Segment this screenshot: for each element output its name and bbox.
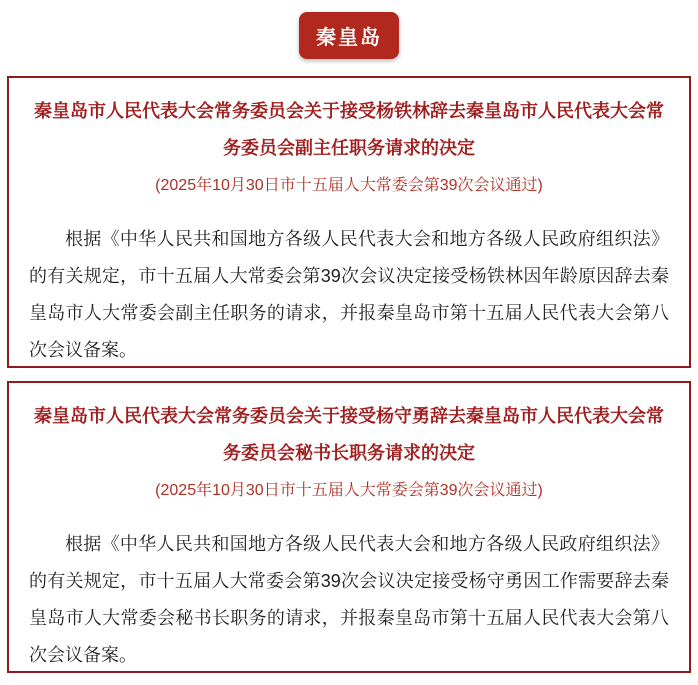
decision-card (7, 381, 691, 673)
city-badge: 秦皇岛 (299, 12, 399, 59)
decision-body: 根据《中华人民共和国地方各级人民代表大会和地方各级人民政府组织法》的有关规定，市十五届人大常委会第39次会议决定接受杨铁林因年龄原因辞去秦皇岛市人大常委会副主任职务的请求，并报秦皇岛市第十五届人民代表大会第八次会议备案。 (29, 229, 669, 360)
decision-card (7, 76, 691, 368)
meeting-note: (2025年10月30日市十五届人大常委会第39次会议通过) (155, 482, 543, 499)
decision-title: 秦皇岛市人民代表大会常务委员会关于接受杨铁林辞去秦皇岛市人民代表大会常务委员会副主任职务请求的决定 (34, 101, 664, 158)
badge-row (0, 0, 698, 53)
decision-title: 秦皇岛市人民代表大会常务委员会关于接受杨守勇辞去秦皇岛市人民代表大会常务委员会秘书长职务请求的决定 (34, 406, 664, 463)
decision-body: 根据《中华人民共和国地方各级人民代表大会和地方各级人民政府组织法》的有关规定，市十五届人大常委会第39次会议决定接受杨守勇因工作需要辞去秦皇岛市人大常委会秘书长职务的请求，并报秦皇岛市第十五届人民代表大会第八次会议备案。 (29, 534, 669, 665)
meeting-note: (2025年10月30日市十五届人大常委会第39次会议通过) (155, 177, 543, 194)
